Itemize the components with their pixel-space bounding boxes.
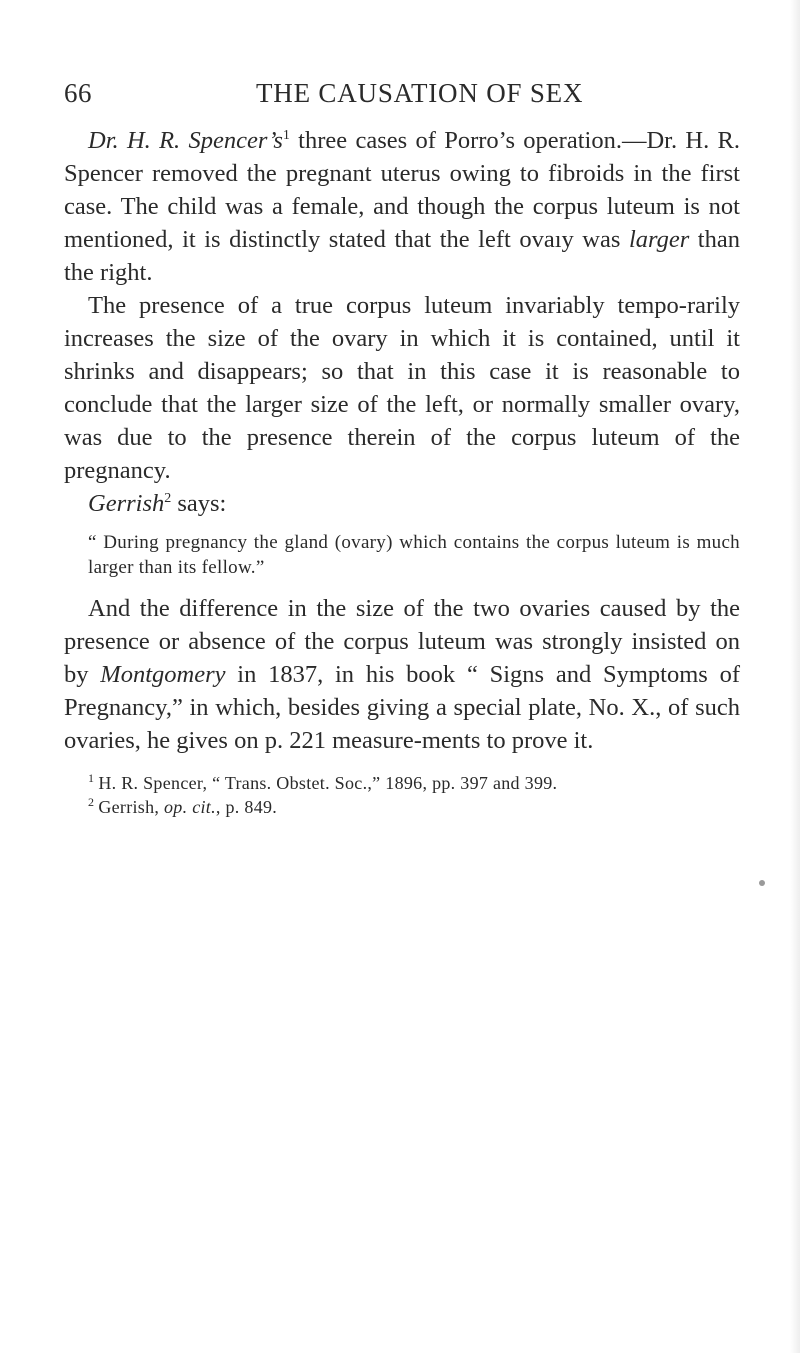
paragraph-corpus-luteum: The presence of a true corpus luteum invariably tempo-rarily increases the size of the ovary in which it is contained, until it shrinks and disappears; so that in this case it is reasonable to conclude that the larger size of the left, or normally smaller ovary, was due to the presence therein of the corpus luteum of the pregnancy. [64, 292, 740, 484]
footnote-2-text: Gerrish, [98, 797, 164, 817]
paper-speck [759, 880, 765, 886]
footnote-ref-1: 1 [282, 127, 290, 143]
paragraph-gerrish [64, 487, 740, 520]
paragraph-spencer [64, 124, 740, 289]
footnote-2-end: , p. 849. [215, 797, 278, 817]
paragraph-montgomery-start: And the difference in the size of the two ovaries caused by the presence or absence of the corpus luteum was strongly insisted on by [64, 595, 740, 688]
footnote-2 [88, 795, 740, 819]
page-edge-shadow [790, 0, 800, 1353]
footnote-2-italic: op. cit. [164, 797, 216, 817]
paragraph-gerrish-text: says: [171, 490, 227, 517]
paragraph-montgomery [64, 592, 740, 757]
running-head: THE CAUSATION OF SEX [256, 78, 584, 108]
page-number: 66 [64, 78, 92, 108]
book-page [64, 78, 740, 819]
block-quote: “ During pregnancy the gland (ovary) which contains the corpus luteum is much larger than its fellow.” [88, 532, 740, 578]
footnote-ref-2: 2 [164, 490, 172, 506]
author-gerrish: Gerrish [88, 490, 165, 517]
author-montgomery: Montgomery [100, 661, 226, 688]
emphasis-larger: larger [628, 226, 690, 253]
paragraph-spencer-text: three cases of Porro’s operation.—Dr. H. R. Spencer removed the pregnant uterus owing to fibroids in the first case. The child was a female, and though the corpus luteum is not mentioned, it is distinctly stated that the left ovaıy was [64, 127, 740, 253]
footnote-1-text: H. R. Spencer, “ Trans. Obstet. Soc.,” 1896, pp. 397 and 399. [98, 773, 558, 793]
paragraph-spencer-end: than the right. [64, 226, 740, 286]
footnotes [64, 771, 740, 819]
author-spencer: Dr. H. R. Spencer’s [88, 127, 283, 154]
footnote-1-mark: 1 [88, 771, 95, 785]
page-header [64, 78, 740, 124]
footnote-1 [88, 771, 740, 795]
paragraph-montgomery-end: in 1837, in his book “ Signs and Symptoms of Pregnancy,” in which, besides giving a special plate, No. X., of such ovaries, he gives on p. 221 measure-ments to prove it. [64, 661, 740, 754]
footnote-2-mark: 2 [88, 795, 95, 809]
